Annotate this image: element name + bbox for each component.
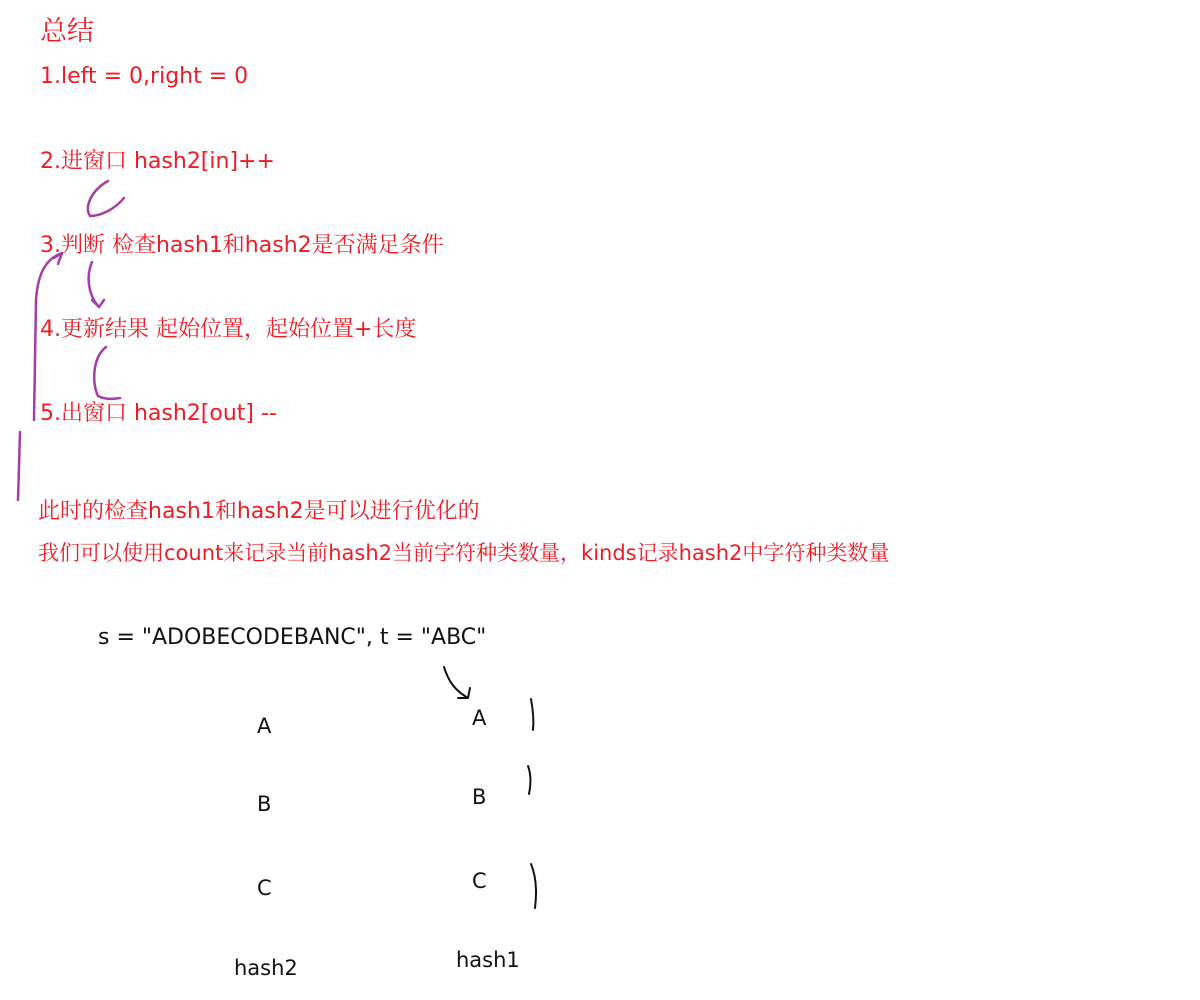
step-1: 1.left = 0,right = 0 [40,64,249,89]
arrow-step2-to-step3 [88,181,124,216]
hash2-letter-b: B [257,792,272,816]
hash1-letter-c: C [472,869,487,893]
hash1-mark-c [531,864,536,908]
hash1-letter-a: A [472,706,487,730]
hash1-label: hash1 [456,948,520,972]
step-2: 2.进窗口 hash2[in]++ [40,149,275,174]
hash1-mark-b [528,766,530,794]
summary-title: 总结 [40,16,94,47]
hash1-mark-a [531,699,533,730]
note-optimization: 此时的检查hash1和hash2是可以进行优化的 [38,499,480,524]
example-strings: s = "ADOBECODEBANC", t = "ABC" [98,625,487,650]
step-3: 3.判断 检查hash1和hash2是否满足条件 [40,233,444,258]
hash2-label: hash2 [234,956,298,980]
loop-back-line-lower [18,432,20,500]
note-count-kinds: 我们可以使用count来记录当前hash2当前字符种类数量，kinds记录hash2中字符种类数量 [38,541,890,565]
hash1-letter-b: B [472,785,487,809]
arrow-step3-to-step4 [89,262,104,307]
arrow-step4-to-step5 [94,347,120,399]
hash2-letter-a: A [257,714,272,738]
step-5: 5.出窗口 hash2[out] -- [40,401,277,426]
step-4: 4.更新结果 起始位置，起始位置+长度 [40,317,417,342]
hash2-letter-c: C [257,876,272,900]
arrow-t-to-hash1 [444,667,470,698]
